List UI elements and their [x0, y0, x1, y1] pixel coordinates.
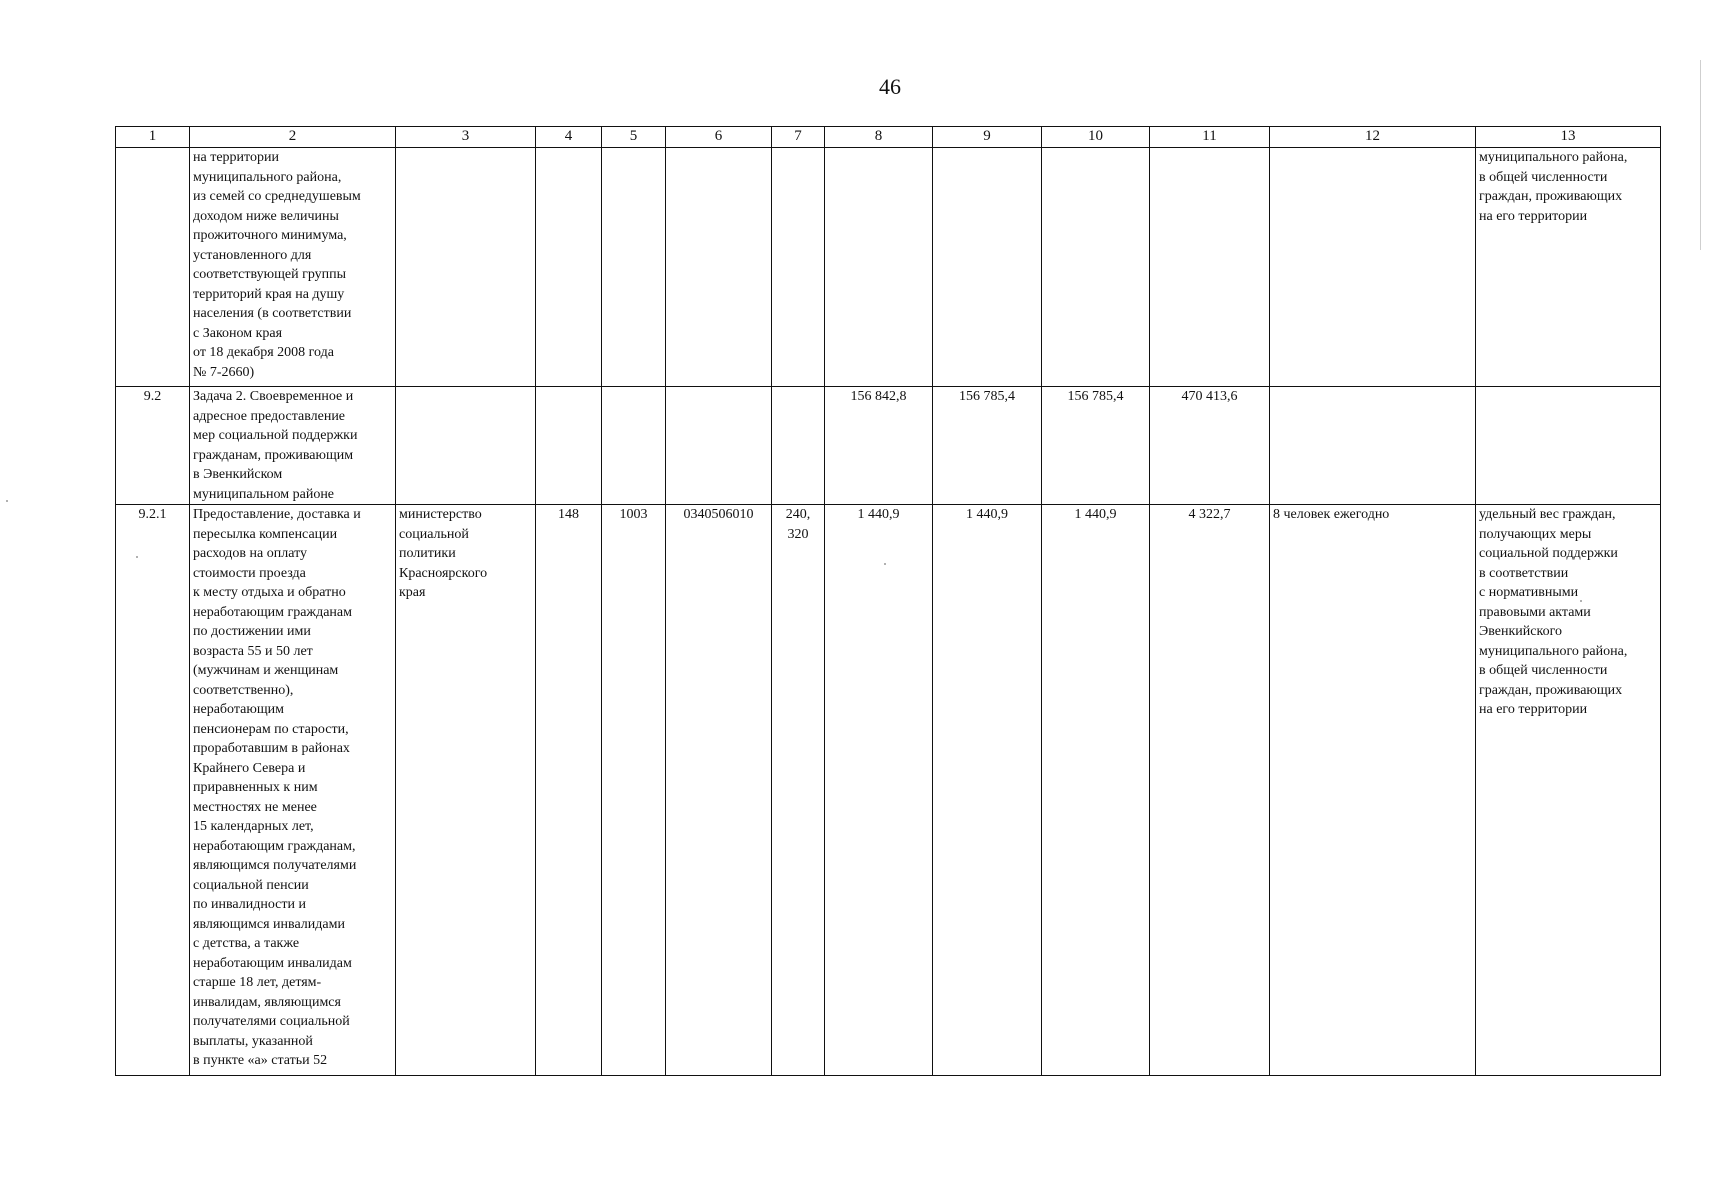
table-row-task: [116, 387, 1661, 505]
expected-result-cell: [1270, 387, 1476, 505]
section-code-cell: [602, 387, 666, 505]
responsible-body-cell: министерство социальной политики Красноярского края: [396, 505, 536, 1076]
section-code-cell: 1003: [602, 505, 666, 1076]
table-row-continuation: [116, 148, 1661, 387]
scan-speck: [6, 500, 8, 502]
amount-total-cell: 4 322,7: [1150, 505, 1270, 1076]
column-number: 2: [190, 127, 396, 148]
column-number: 8: [825, 127, 933, 148]
column-number: 6: [666, 127, 772, 148]
amount-year3-cell: 156 785,4: [1042, 387, 1150, 505]
column-number: 11: [1150, 127, 1270, 148]
expected-result-cell: 8 человек ежегодно: [1270, 505, 1476, 1076]
page-number: 46: [879, 74, 901, 99]
indicator-cell: [1476, 387, 1661, 505]
target-article-cell: [666, 148, 772, 387]
amount-year3-cell: [1042, 148, 1150, 387]
indicator-cell: муниципального района, в общей численности граждан, проживающих на его территории: [1476, 148, 1661, 387]
column-number: 7: [772, 127, 825, 148]
amount-year1-cell: [825, 148, 933, 387]
expense-type-cell: [772, 387, 825, 505]
amount-year1-cell: 156 842,8: [825, 387, 933, 505]
program-measures-table: [115, 126, 1661, 1076]
grbs-code-cell: 148: [536, 505, 602, 1076]
row-number-cell: 9.2.1: [116, 505, 190, 1076]
responsible-body-cell: [396, 387, 536, 505]
row-number-cell: 9.2: [116, 387, 190, 505]
indicator-cell: удельный вес граждан, получающих меры социальной поддержки в соответствии с нормативными правовыми актами Эвенкийского муниципального района, в общей численности граждан, проживающих на его территории: [1476, 505, 1661, 1076]
expense-type-cell: [772, 148, 825, 387]
column-number: 4: [536, 127, 602, 148]
column-number: 13: [1476, 127, 1661, 148]
column-number-row: [116, 127, 1661, 148]
column-number: 1: [116, 127, 190, 148]
measure-name-cell: Задача 2. Своевременное и адресное предоставление мер социальной поддержки гражданам, проживающим в Эвенкийском муниципальном районе: [190, 387, 396, 505]
scan-edge-line: [1700, 60, 1701, 250]
table-row-measure: [116, 505, 1661, 1076]
target-article-cell: 0340506010: [666, 505, 772, 1076]
responsible-body-cell: [396, 148, 536, 387]
amount-year1-cell: 1 440,9: [825, 505, 933, 1076]
amount-year2-cell: 1 440,9: [933, 505, 1042, 1076]
amount-total-cell: 470 413,6: [1150, 387, 1270, 505]
section-code-cell: [602, 148, 666, 387]
expense-type-cell: 240, 320: [772, 505, 825, 1076]
target-article-cell: [666, 387, 772, 505]
column-number: 10: [1042, 127, 1150, 148]
amount-total-cell: [1150, 148, 1270, 387]
amount-year2-cell: 156 785,4: [933, 387, 1042, 505]
column-number: 12: [1270, 127, 1476, 148]
measure-name-cell: на территории муниципального района, из семей со среднедушевым доходом ниже величины прожиточного минимума, установленного для соответствующей группы территорий края на душу населения (в соответствии с Законом края от 18 декабря 2008 года № 7-2660): [190, 148, 396, 387]
grbs-code-cell: [536, 387, 602, 505]
column-number: 3: [396, 127, 536, 148]
grbs-code-cell: [536, 148, 602, 387]
row-number-cell: [116, 148, 190, 387]
column-number: 9: [933, 127, 1042, 148]
measure-name-cell: Предоставление, доставка и пересылка компенсации расходов на оплату стоимости проезда к месту отдыха и обратно неработающим гражданам по достижении ими возраста 55 и 50 лет (мужчинам и женщинам соответственно), неработающим пенсионерам по старости, проработавшим в районах Крайнего Севера и приравненных к ним местностях не менее 15 календарных лет, неработающим гражданам, являющимся получателями социальной пенсии по инвалидности и являющимся инвалидами с детства, а также неработающим инвалидам старше 18 лет, детям- инвалидам, являющимся получателями социальной выплаты, указанной в пункте «а» статьи 52: [190, 505, 396, 1076]
column-number: 5: [602, 127, 666, 148]
expected-result-cell: [1270, 148, 1476, 387]
amount-year2-cell: [933, 148, 1042, 387]
amount-year3-cell: 1 440,9: [1042, 505, 1150, 1076]
